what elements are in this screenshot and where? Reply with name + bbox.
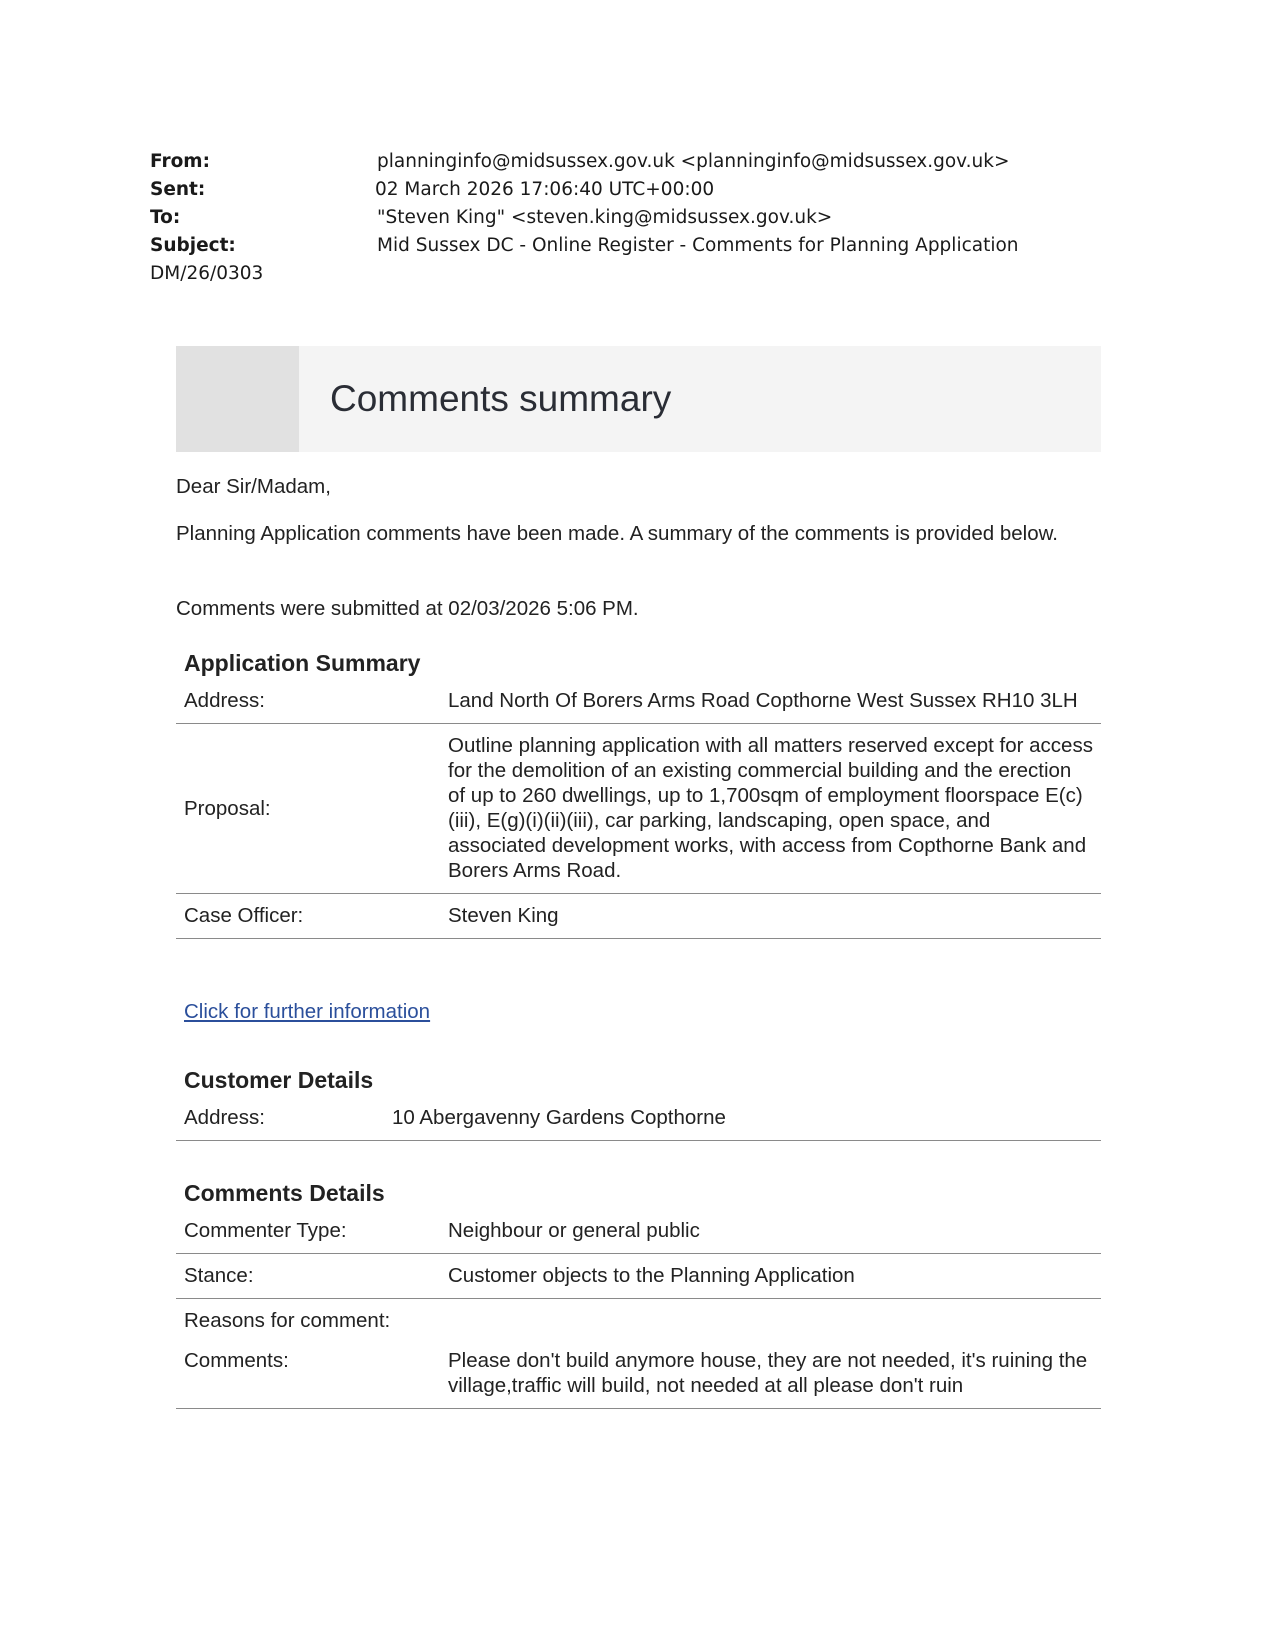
banner-title: Comments summary — [330, 378, 672, 419]
table-row — [176, 724, 1101, 894]
subject-value: Mid Sussex DC - Online Register - Comments for Planning Application — [377, 235, 1019, 256]
table-row — [176, 1299, 1101, 1340]
case-officer-value: Steven King — [440, 894, 1101, 939]
reasons-label: Reasons for comment: — [184, 1309, 391, 1332]
commenter-type-value: Neighbour or general public — [440, 1209, 1101, 1254]
address-value: Land North Of Borers Arms Road Copthorne West Sussex RH10 3LH — [440, 679, 1101, 724]
comments-details-title: Comments Details — [184, 1180, 385, 1206]
customer-address-label: Address: — [176, 1096, 384, 1141]
customer-details-title: Customer Details — [184, 1067, 374, 1093]
table-row — [176, 1209, 1101, 1254]
to-value: "Steven King" <steven.king@midsussex.gov.uk> — [377, 207, 833, 228]
subject-row — [150, 232, 1050, 260]
greeting: Dear Sir/Madam, — [176, 475, 331, 498]
application-summary-table — [176, 679, 1101, 939]
comments-summary-banner — [176, 346, 1101, 452]
proposal-label: Proposal: — [176, 724, 440, 894]
table-row — [176, 1096, 1101, 1141]
commenter-type-label: Commenter Type: — [176, 1209, 440, 1254]
customer-details-table — [176, 1096, 1101, 1141]
comments-details-table — [176, 1209, 1101, 1409]
table-row — [176, 1339, 1101, 1409]
case-officer-label: Case Officer: — [176, 894, 440, 939]
from-row — [150, 148, 1050, 176]
table-row — [176, 679, 1101, 724]
submitted-text: Comments were submitted at 02/03/2026 5:06 PM. — [176, 597, 639, 620]
comments-label: Comments: — [176, 1339, 440, 1409]
sent-value: 02 March 2026 17:06:40 UTC+00:00 — [375, 179, 715, 200]
intro-text: Planning Application comments have been made. A summary of the comments is provided below. — [176, 522, 1058, 545]
stance-value: Customer objects to the Planning Application — [440, 1254, 1101, 1299]
stance-label: Stance: — [176, 1254, 440, 1299]
address-label: Address: — [176, 679, 440, 724]
comments-value: Please don't build anymore house, they are not needed, it's ruining the village,traffic will build, not needed at all please don't ruin — [440, 1339, 1101, 1409]
to-row — [150, 204, 1050, 232]
subject-continuation: DM/26/0303 — [150, 263, 264, 284]
from-value: planninginfo@midsussex.gov.uk <planninginfo@midsussex.gov.uk> — [377, 151, 1010, 172]
sent-label: Sent: — [150, 179, 206, 200]
application-summary-title: Application Summary — [184, 650, 421, 676]
from-label: From: — [150, 151, 210, 172]
table-row — [176, 1254, 1101, 1299]
to-label: To: — [150, 207, 181, 228]
further-information-link[interactable]: Click for further information — [184, 1000, 431, 1023]
customer-address-value: 10 Abergavenny Gardens Copthorne — [384, 1096, 1101, 1141]
reasons-value — [440, 1299, 1101, 1340]
banner-logo-placeholder — [176, 346, 299, 452]
proposal-value: Outline planning application with all matters reserved except for access for the demolition of an existing commercial building and the erection of up to 260 dwellings, up to 1,700sqm of employment floorspace E(c)(iii), E(g)(i)(ii)(iii), car parking, landscaping, open space, and associated development works, with access from Copthorne Bank and Borers Arms Road. — [440, 724, 1101, 894]
subject-label: Subject: — [150, 235, 236, 256]
table-row — [176, 894, 1101, 939]
sent-row — [150, 176, 1050, 204]
email-header — [150, 148, 1050, 288]
